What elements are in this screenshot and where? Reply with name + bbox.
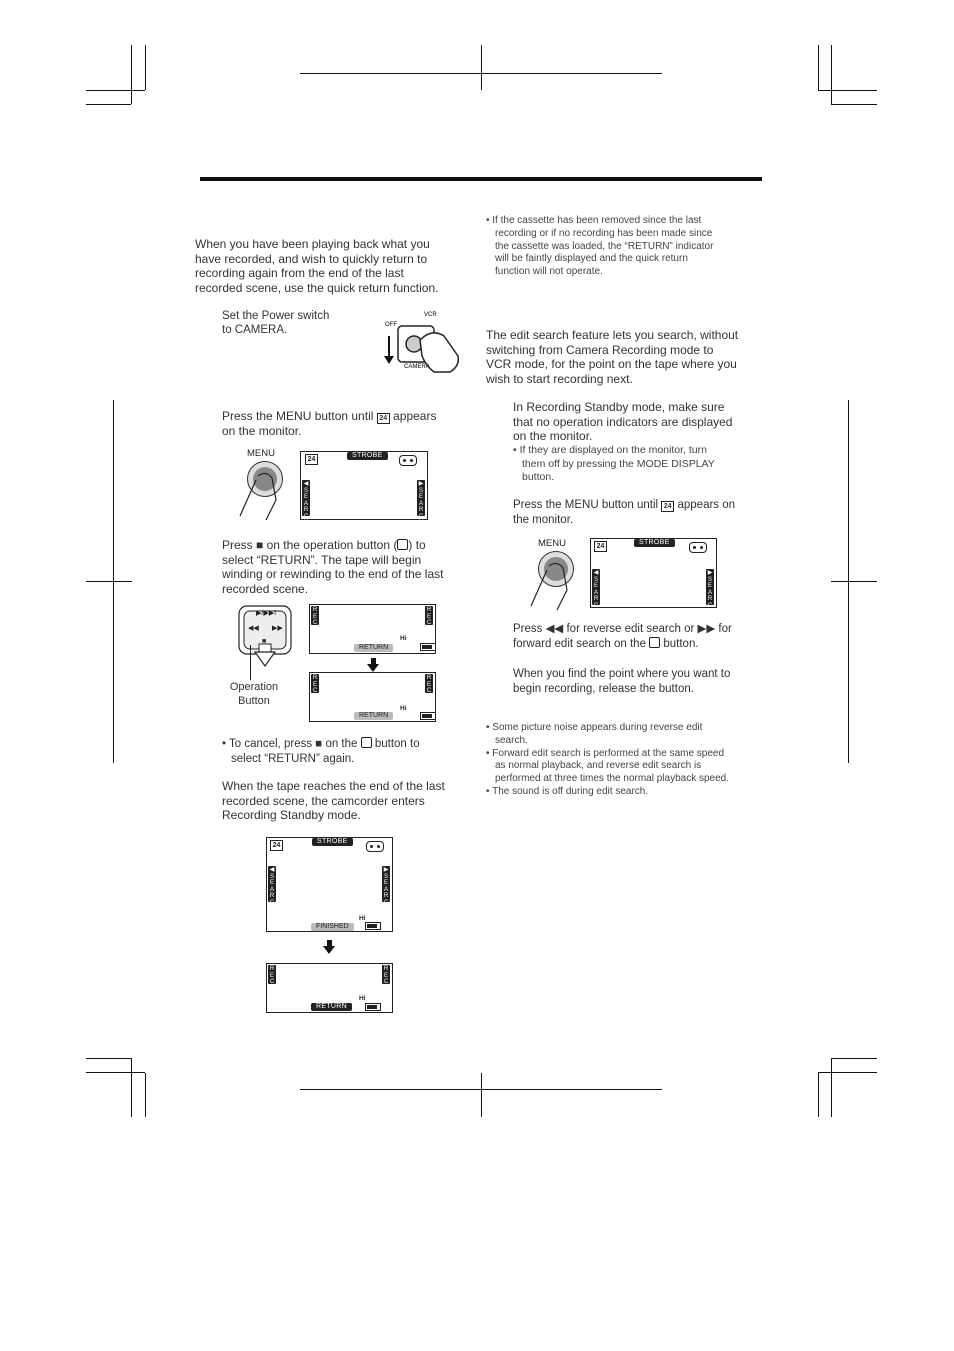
operation-button-icon xyxy=(649,637,660,648)
rec-left-indicator: R E C xyxy=(269,966,275,985)
right-step4: When you find the point where you want to begin recording, release the button. xyxy=(513,668,731,695)
left-step4: When the tape reaches the end of the last recorded scene, the camcorder enters Recording Standby mode. xyxy=(222,779,445,822)
left-intro: When you have been playing back what you have recorded, and wish to quickly return to recording again from the end of the last recorded scene, use the quick return function. xyxy=(195,237,439,295)
menu-page-icon: 24 xyxy=(305,454,318,465)
hi-indicator: Hi xyxy=(400,635,407,642)
switch-camera-label: CAMERA xyxy=(404,364,430,370)
op-play-symbol: ▶/▶▶I xyxy=(256,610,277,617)
operation-button-icon xyxy=(361,737,372,748)
finger-icon xyxy=(527,560,587,612)
monitor-screen-return-3 xyxy=(266,963,393,1013)
finished-indicator: FINISHED xyxy=(311,923,354,931)
monitor-screen-return-2 xyxy=(309,672,436,722)
right-step1-note: • If they are displayed on the monitor, turn them off by pressing the MODE DISPLAY button. xyxy=(513,444,715,483)
return-indicator: RETURN xyxy=(311,1003,352,1011)
monitor-screen-finished xyxy=(266,837,393,932)
search-left-indicator: ◀ S E A R C H xyxy=(269,867,275,912)
switch-off-label: OFF xyxy=(385,322,397,328)
arrow-down-icon xyxy=(367,664,379,672)
left-step1: Set the Power switch to CAMERA. xyxy=(222,310,330,336)
operation-button-icon xyxy=(397,539,408,550)
hi-indicator: Hi xyxy=(359,995,366,1002)
right-step1: In Recording Standby mode, make sure that no operation indicators are displayed on the monitor. xyxy=(513,400,733,443)
rec-right-indicator: R E C xyxy=(426,607,432,626)
right-notes: • Some picture noise appears during reverse edit search. • Forward edit search is performed at the same speed as normal playback, and reverse edit search is performed at three times the normal playback speed. • The sound is off during edit search. xyxy=(486,722,730,797)
menu-page-icon: 24 xyxy=(377,413,390,424)
return-indicator-blinking: RETURN xyxy=(354,712,393,720)
switch-vcr-label: VCR xyxy=(424,312,437,318)
rec-left-indicator: R E C xyxy=(312,607,318,626)
menu-page-icon: 24 xyxy=(270,840,283,851)
right-bullet-top: • If the cassette has been removed since the last recording or if no recording has been made since the cassette was loaded, the “RETURN” indicator will be faintly displayed and the quick return function will not operate. xyxy=(486,215,714,278)
strobe-indicator: STROBE xyxy=(634,539,675,547)
op-rew-symbol: ◀◀ xyxy=(248,625,259,632)
search-right-indicator: ▶ S E A R C H xyxy=(707,570,713,615)
search-right-indicator: ▶ S E A R C H xyxy=(418,481,424,526)
rec-left-indicator: R E C xyxy=(312,675,318,694)
menu-label: MENU xyxy=(538,538,566,549)
monitor-screen-menu xyxy=(300,451,428,526)
op-ff-symbol: ▶▶ xyxy=(272,625,283,632)
menu-label: MENU xyxy=(247,448,275,459)
left-step3: Press ■ on the operation button ( ) to select “RETURN”. The tape will begin winding or rewinding to the end of the last recorded scene. xyxy=(222,538,444,596)
battery-icon xyxy=(420,643,436,651)
battery-icon xyxy=(365,922,381,930)
menu-page-icon: 24 xyxy=(661,501,674,512)
cassette-icon xyxy=(366,841,384,852)
menu-page-icon: 24 xyxy=(594,541,607,552)
battery-icon xyxy=(365,1003,381,1011)
monitor-screen-return-1 xyxy=(309,604,436,654)
arrow-down-icon xyxy=(323,946,335,954)
right-step2: Press the MENU button until 24 appears on the monitor. xyxy=(513,499,736,526)
strobe-indicator: STROBE xyxy=(347,452,388,460)
monitor-screen-edit-search xyxy=(590,538,717,615)
return-indicator: RETURN xyxy=(354,644,393,652)
strobe-indicator: STROBE xyxy=(312,838,353,846)
power-switch-illustration xyxy=(382,306,464,378)
operation-button-label: Operation Button xyxy=(229,681,279,707)
search-right-indicator: ▶ S E A R C H xyxy=(383,867,389,912)
left-cancel-note: • To cancel, press ■ on the button to select “RETURN” again. xyxy=(222,738,420,765)
search-left-indicator: ◀ S E A R C H xyxy=(303,481,309,526)
right-step3: Press ◀◀ for reverse edit search or ▶▶ for forward edit search on the button. xyxy=(513,623,732,650)
op-stop-symbol: ■ xyxy=(262,638,267,645)
battery-icon xyxy=(420,712,436,720)
rec-right-indicator: R E C xyxy=(426,675,432,694)
cassette-icon xyxy=(399,455,417,466)
left-step2: Press the MENU button until 24 appears on the monitor. xyxy=(222,409,437,438)
cassette-icon xyxy=(689,542,707,553)
search-left-indicator: ◀ S E A R C H xyxy=(593,570,599,615)
hi-indicator: Hi xyxy=(359,915,366,922)
finger-icon xyxy=(236,470,296,522)
rec-right-indicator: R E C xyxy=(383,966,389,985)
right-intro: The edit search feature lets you search, without switching from Camera Recording mode to VCR mode, for the point on the tape where you wish to start recording next. xyxy=(486,328,739,386)
hi-indicator: Hi xyxy=(400,705,407,712)
